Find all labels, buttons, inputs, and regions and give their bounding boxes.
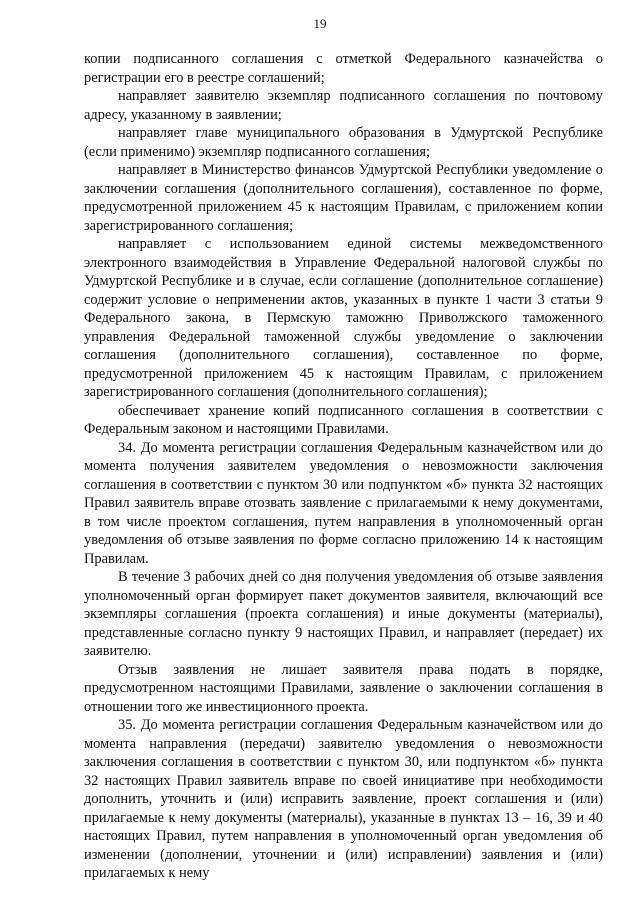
document-body xyxy=(84,50,603,883)
paragraph: направляет главе муниципального образования в Удмуртской Республике (если применимо) экземпляр подписанного соглашения; xyxy=(84,125,603,160)
paragraph: обеспечивает хранение копий подписанного соглашения в соответствии с Федеральным законом и настоящими Правилами. xyxy=(84,402,603,437)
page-number: 19 xyxy=(313,16,327,31)
paragraph: направляет с использованием единой системы межведомственного электронного взаимодействия в Управление Федеральной налоговой службы по Удмуртской Республике и в случае, если соглашение (дополнительное соглашение) содержит условие о неприменении актов, указанных в пункте 1 части 3 статьи 9 Федерального закона, в Пермскую таможню Приволжского таможенного управления Федеральной таможенной службы уведомление о заключении соглашения (дополнительного соглашения), составленное по форме, предусмотренной приложением 45 к настоящим Правилам, с приложением зарегистрированного соглашения (дополнительного соглашения); xyxy=(84,236,603,400)
paragraph: Отзыв заявления не лишает заявителя права подать в порядке, предусмотренном настоящими Правилами, заявление о заключении соглашения в отношении того же инвестиционного проекта. xyxy=(84,661,603,715)
paragraph: 34. До момента регистрации соглашения Федеральным казначейством или до момента получения заявителем уведомления о невозможности заключения соглашения в соответствии с пунктом 30 или подпунктом «б» пункта 32 настоящих Правил заявитель вправе отозвать заявление с прилагаемыми к нему документами, в том числе проектом соглашения, путем направления в уполномоченный орган уведомления об отзыве заявления по форме согласно приложению 14 к настоящим Правилам. xyxy=(84,439,603,567)
paragraph: 35. До момента регистрации соглашения Федеральным казначейством или до момента направления (передачи) заявителю уведомления о невозможности заключения соглашения в соответствии с пунктом 30, или подпунктом «б» пункта 32 настоящих Правил заявитель вправе по своей инициативе при необходимости дополнить, уточнить и (или) исправить заявление, проект соглашения и (или) прилагаемые к нему документы (материалы), указанные в пунктах 13 – 16, 39 и 40 настоящих Правил, путем направления в уполномоченный орган уведомления об изменении (дополнении, уточнении и (или) исправлении) заявления и (или) прилагаемых к нему xyxy=(84,717,603,881)
paragraph: направляет заявителю экземпляр подписанного соглашения по почтовому адресу, указанному в заявлении; xyxy=(84,88,603,123)
paragraph: направляет в Министерство финансов Удмуртской Республики уведомление о заключении соглашения (дополнительного соглашения), составленное по форме, предусмотренной приложением 45 к настоящим Правилам, с приложением копии зарегистрированного соглашения; xyxy=(84,162,603,234)
paragraph: В течение 3 рабочих дней со дня получения уведомления об отзыве заявления уполномоченный орган формирует пакет документов заявителя, включающий все экземпляры соглашения (проекта соглашения) и иные документы (материалы), представленные согласно пункту 9 настоящих Правил, и направляет (передает) их заявителю. xyxy=(84,569,603,659)
paragraph: копии подписанного соглашения с отметкой Федерального казначейства о регистрации его в реестре соглашений; xyxy=(84,51,603,86)
